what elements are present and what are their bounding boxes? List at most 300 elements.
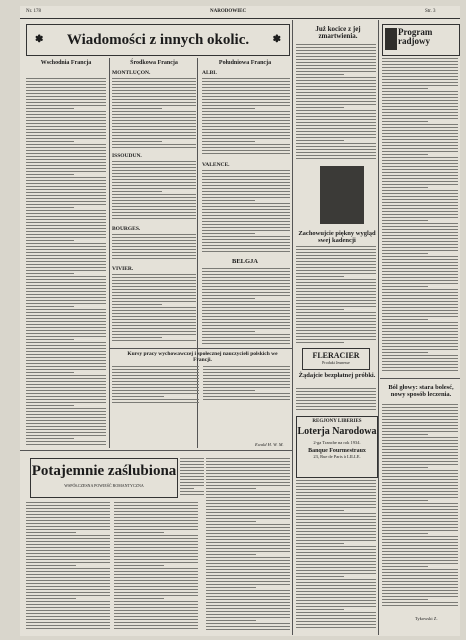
text-line [382, 115, 458, 116]
headline-valence: VALENCE. [202, 162, 230, 168]
text-line [206, 530, 290, 531]
text-line [382, 425, 458, 426]
text-line [382, 334, 458, 335]
text-line [382, 422, 458, 423]
text-line [296, 89, 376, 90]
text-line [26, 156, 106, 157]
text-line [202, 331, 255, 332]
text-line [112, 141, 162, 142]
text-line [112, 123, 196, 124]
text-line [202, 185, 290, 186]
text-line [382, 196, 458, 197]
text-line [296, 606, 376, 607]
text-line [206, 557, 290, 558]
text-line [26, 517, 110, 518]
text-line [26, 171, 106, 172]
text-line [382, 286, 428, 287]
text-line [382, 602, 458, 603]
text-line [180, 464, 204, 465]
text-line [382, 151, 458, 152]
text-line [112, 252, 196, 253]
text-line [382, 268, 458, 269]
text-line [382, 509, 458, 510]
text-line [296, 309, 344, 310]
text-line [382, 73, 458, 74]
column-text [296, 388, 376, 414]
page-number-right: Str. 3 [425, 9, 436, 14]
text-line [382, 193, 458, 194]
text-line [382, 121, 428, 122]
text-line [296, 627, 376, 628]
text-line [382, 265, 458, 266]
text-line [203, 390, 255, 391]
text-line [382, 181, 458, 182]
text-line [26, 565, 76, 566]
loteria-ad [296, 416, 378, 478]
text-line [202, 280, 290, 281]
text-line [296, 249, 376, 250]
text-line [202, 203, 290, 204]
text-line [26, 384, 106, 385]
text-line [296, 528, 376, 529]
text-line [112, 249, 196, 250]
text-line [382, 521, 458, 522]
text-line [296, 116, 376, 117]
text-line [26, 402, 106, 403]
radio-program-title: Program radjowy [398, 27, 433, 46]
text-line [202, 179, 290, 180]
text-line [296, 297, 376, 298]
text-line [382, 175, 458, 176]
text-line [26, 204, 106, 205]
text-line [202, 325, 290, 326]
text-line [206, 467, 290, 468]
text-line [382, 443, 458, 444]
text-line [296, 409, 376, 410]
text-line [26, 444, 106, 445]
text-line [26, 547, 110, 548]
text-line [26, 228, 106, 229]
column-text [112, 274, 196, 344]
text-line [26, 502, 110, 503]
text-line [202, 135, 290, 136]
text-line [26, 297, 106, 298]
text-line [114, 526, 198, 527]
text-line [296, 621, 376, 622]
text-line [180, 458, 204, 459]
text-line [206, 581, 290, 582]
text-line [26, 372, 74, 373]
page-header [20, 6, 460, 18]
text-line [296, 531, 376, 532]
text-line [202, 295, 290, 296]
text-line [382, 238, 458, 239]
text-line [202, 188, 290, 189]
text-line [26, 150, 106, 151]
column-text [202, 78, 290, 158]
text-line [296, 591, 376, 592]
text-line [114, 610, 198, 611]
text-line [114, 598, 164, 599]
article-text [112, 366, 290, 442]
text-line [382, 253, 428, 254]
text-line [114, 559, 198, 560]
text-line [206, 617, 290, 618]
text-line [114, 622, 198, 623]
text-line [296, 507, 376, 508]
text-line [26, 138, 106, 139]
headline-montlucon: MONTLUÇON. [112, 70, 151, 76]
text-line [203, 381, 290, 382]
text-line [382, 343, 458, 344]
text-line [112, 114, 196, 115]
text-line [382, 184, 458, 185]
text-line [296, 588, 376, 589]
text-line [382, 112, 458, 113]
text-line [382, 548, 458, 549]
text-line [382, 488, 458, 489]
text-line [112, 258, 196, 259]
text-line [296, 582, 376, 583]
text-line [382, 199, 458, 200]
text-line [202, 99, 290, 100]
text-line [26, 300, 106, 301]
text-line [202, 141, 255, 142]
article-signature: Ewald H. W. M. [255, 442, 284, 447]
text-line [202, 197, 290, 198]
text-line [202, 90, 290, 91]
text-line [382, 551, 458, 552]
text-line [382, 283, 458, 284]
text-line [296, 110, 376, 111]
text-line [26, 189, 106, 190]
text-line [206, 482, 290, 483]
text-line [296, 119, 376, 120]
text-line [382, 527, 458, 528]
text-line [26, 96, 106, 97]
text-line [296, 615, 376, 616]
text-line [26, 282, 106, 283]
text-line [26, 90, 106, 91]
text-line [26, 405, 74, 406]
text-line [202, 209, 290, 210]
text-line [296, 143, 376, 144]
text-line [382, 581, 458, 582]
text-line [382, 79, 458, 80]
text-line [180, 488, 194, 489]
text-line [296, 149, 376, 150]
text-line [382, 560, 458, 561]
text-line [26, 81, 106, 82]
text-line [114, 595, 198, 596]
text-line [112, 402, 199, 403]
text-line [26, 387, 106, 388]
text-line [202, 340, 290, 341]
text-line [382, 280, 458, 281]
text-line [382, 244, 458, 245]
text-line [382, 205, 458, 206]
text-line [112, 378, 199, 379]
column-text [382, 404, 458, 610]
text-line [382, 358, 458, 359]
text-line [114, 502, 198, 503]
text-line [382, 346, 458, 347]
text-line [112, 328, 196, 329]
text-line [296, 388, 376, 389]
text-line [180, 494, 204, 495]
text-line [206, 590, 290, 591]
text-line [26, 544, 110, 545]
text-line [296, 312, 376, 313]
text-line [112, 289, 196, 290]
text-line [206, 608, 290, 609]
text-line [112, 78, 196, 79]
text-line [382, 605, 458, 606]
text-line [26, 559, 110, 560]
text-line [112, 167, 196, 168]
text-line [114, 520, 198, 521]
column-divider [109, 58, 110, 448]
text-line [26, 234, 106, 235]
text-line [296, 519, 376, 520]
text-line [203, 375, 290, 376]
text-line [26, 324, 106, 325]
text-line [202, 206, 290, 207]
text-line [26, 571, 110, 572]
text-line [203, 393, 290, 394]
text-line [296, 80, 376, 81]
column-text [112, 234, 196, 262]
ornament-icon: ✽ [272, 34, 281, 45]
text-line [26, 135, 106, 136]
text-line [202, 274, 290, 275]
text-line [296, 336, 376, 337]
text-line [296, 62, 376, 63]
text-line [296, 125, 376, 126]
text-line [112, 340, 196, 341]
text-line [382, 232, 458, 233]
text-line [180, 491, 204, 492]
text-line [296, 594, 376, 595]
text-line [114, 583, 198, 584]
text-line [296, 300, 376, 301]
text-line [206, 548, 290, 549]
text-line [26, 435, 106, 436]
text-line [114, 628, 198, 629]
text-line [296, 267, 376, 268]
text-line [206, 461, 290, 462]
text-line [382, 476, 458, 477]
serial-subtitle: WSPÓŁCZESNA POWIEŚĆ ROMANTYCZNA [64, 483, 144, 488]
text-line [382, 304, 458, 305]
text-line [296, 59, 376, 60]
text-line [296, 104, 376, 105]
text-line [112, 399, 199, 400]
text-line [382, 500, 428, 501]
text-line [114, 523, 198, 524]
text-line [26, 541, 110, 542]
text-line [26, 120, 106, 121]
text-line [202, 283, 290, 284]
column-head-east: Wschodnia Francja [40, 60, 92, 66]
text-line [296, 555, 376, 556]
text-line [206, 521, 256, 522]
text-line [26, 93, 106, 94]
text-line [26, 429, 106, 430]
text-line [202, 310, 290, 311]
text-line [382, 542, 458, 543]
text-line [202, 87, 290, 88]
radio-program-text [382, 58, 458, 374]
text-line [26, 360, 106, 361]
text-line [296, 288, 376, 289]
serial-text [206, 458, 290, 632]
text-line [202, 334, 290, 335]
text-line [382, 497, 458, 498]
loteria-address: 23, Rue de Paris à LILLE. [313, 454, 361, 459]
text-line [202, 271, 290, 272]
divider [20, 450, 292, 451]
text-line [26, 556, 110, 557]
text-line [296, 564, 376, 565]
text-line [296, 342, 344, 343]
text-line [26, 132, 106, 133]
text-line [382, 307, 458, 308]
text-line [112, 164, 196, 165]
text-line [180, 485, 204, 486]
text-line [296, 107, 344, 108]
text-line [202, 304, 290, 305]
text-line [296, 480, 376, 481]
section-banner [26, 24, 290, 56]
text-line [382, 584, 458, 585]
text-line [114, 538, 198, 539]
text-line [206, 575, 290, 576]
text-line [382, 361, 458, 362]
text-line [382, 355, 458, 356]
text-line [112, 396, 164, 397]
text-line [26, 255, 106, 256]
headline-bol: Ból głowy: stara bolesć, nowy sposób leczenia. [388, 384, 454, 398]
text-line [202, 194, 290, 195]
text-line [382, 250, 458, 251]
text-line [202, 84, 290, 85]
text-line [26, 162, 106, 163]
text-line [112, 298, 196, 299]
text-line [202, 236, 290, 237]
text-line [202, 182, 290, 183]
text-line [26, 117, 106, 118]
headline-zachowuje: Zachowujcie piękny wygląd swej kadencji [298, 230, 376, 244]
text-line [26, 568, 110, 569]
text-line [296, 324, 376, 325]
text-line [114, 529, 198, 530]
text-line [382, 310, 458, 311]
text-line [114, 514, 198, 515]
text-line [112, 372, 199, 373]
text-line [114, 604, 198, 605]
text-line [26, 294, 106, 295]
text-line [296, 516, 376, 517]
text-line [26, 231, 106, 232]
text-line [114, 619, 198, 620]
text-line [296, 552, 376, 553]
text-line [26, 153, 106, 154]
text-line [296, 98, 376, 99]
text-line [206, 566, 290, 567]
text-line [202, 96, 290, 97]
text-line [202, 150, 290, 151]
text-line [296, 315, 376, 316]
text-line [296, 549, 376, 550]
text-line [382, 298, 458, 299]
text-line [112, 200, 196, 201]
text-line [296, 501, 376, 502]
text-line [296, 68, 376, 69]
text-line [382, 136, 458, 137]
text-line [382, 271, 458, 272]
text-line [382, 364, 458, 365]
text-line [112, 176, 196, 177]
text-line [296, 279, 376, 280]
loteria-region: REGJONY LIBERIES [312, 419, 362, 424]
text-line [296, 246, 376, 247]
text-line [114, 565, 164, 566]
text-line [296, 44, 376, 45]
text-line [296, 624, 376, 625]
text-line [296, 255, 376, 256]
text-line [26, 84, 106, 85]
text-line [26, 330, 106, 331]
text-line [26, 508, 110, 509]
text-line [26, 144, 106, 145]
text-line [112, 295, 196, 296]
text-line [296, 522, 376, 523]
text-line [202, 227, 290, 228]
text-line [382, 596, 458, 597]
text-line [112, 337, 162, 338]
column-divider [378, 20, 379, 635]
text-line [296, 77, 376, 78]
text-line [206, 491, 290, 492]
text-line [26, 423, 106, 424]
column-head-south: Południowa Francja [218, 60, 272, 66]
text-line [112, 102, 196, 103]
serial-title: Potajemnie zaślubiona [31, 463, 177, 479]
text-line [206, 605, 290, 606]
text-line [26, 216, 106, 217]
text-line [203, 384, 290, 385]
text-line [112, 331, 196, 332]
text-line [203, 366, 290, 367]
text-line [26, 111, 106, 112]
text-line [382, 413, 458, 414]
text-line [114, 571, 198, 572]
text-line [112, 393, 199, 394]
text-line [26, 114, 106, 115]
text-line [382, 458, 458, 459]
text-line [382, 64, 458, 65]
text-line [382, 566, 428, 567]
text-line [26, 219, 106, 220]
text-line [112, 313, 196, 314]
text-line [382, 214, 458, 215]
text-line [112, 212, 196, 213]
text-line [112, 117, 196, 118]
text-line [202, 123, 290, 124]
text-line [296, 597, 376, 598]
text-line [112, 366, 199, 367]
